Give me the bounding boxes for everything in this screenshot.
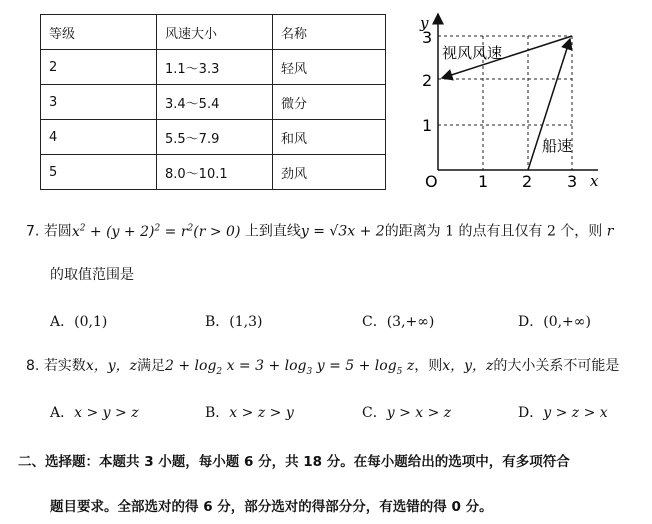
option-text: x > z > y xyxy=(229,405,294,421)
q7-option-a[interactable] xyxy=(50,311,107,331)
table-row xyxy=(41,85,386,120)
option-letter: A． xyxy=(50,314,75,330)
option-letter: D． xyxy=(518,314,544,330)
table-cell: 劲风 xyxy=(273,155,386,190)
wind-scale-table xyxy=(40,14,386,190)
y-axis-label: y xyxy=(420,14,429,32)
table-row xyxy=(41,155,386,190)
y-tick-label: 3 xyxy=(422,28,433,47)
question-7-stem xyxy=(26,218,613,242)
question-7-line2: 的取值范围是 xyxy=(50,267,134,283)
option-letter: C． xyxy=(362,314,387,330)
table-cell: 轻风 xyxy=(273,50,386,85)
q8-option-b[interactable] xyxy=(205,402,294,422)
question-text: ，则 xyxy=(414,358,443,374)
option-letter: A． xyxy=(50,405,75,421)
table-row xyxy=(41,50,386,85)
table-cell: 3.4～5.4 xyxy=(157,85,273,120)
log-equation: $2 + \log_2 x = 3 + \log_3 y = 5 + \log_5 z$ xyxy=(165,358,415,377)
x-tick-label: 1 xyxy=(478,172,489,191)
table-header-cell: 等级 xyxy=(41,15,157,50)
table-header-row xyxy=(41,15,386,50)
view-wind-label: 视风风速 xyxy=(442,44,503,62)
option-letter: D． xyxy=(518,405,544,421)
table-cell: 微分 xyxy=(273,85,386,120)
q7-option-d[interactable] xyxy=(518,311,591,331)
table-cell: 1.1～3.3 xyxy=(157,50,273,85)
wind-vector-figure xyxy=(412,10,608,196)
table-cell: 5 xyxy=(41,155,157,190)
option-letter: B． xyxy=(205,314,230,330)
option-text: (0,1) xyxy=(74,314,108,330)
x-tick-label: 2 xyxy=(522,172,533,191)
q7-option-b[interactable] xyxy=(205,311,263,331)
question-text: 若圆 xyxy=(43,223,72,240)
option-text: x > y > z xyxy=(74,405,139,421)
question-text: 若实数 xyxy=(43,358,86,374)
table-cell: 和风 xyxy=(273,120,386,155)
variable-r: r xyxy=(606,223,614,240)
option-text: (1,3) xyxy=(229,314,263,330)
question-text: 满足 xyxy=(137,358,165,374)
option-letter: B． xyxy=(205,405,230,421)
q7-option-c[interactable] xyxy=(362,311,434,331)
table-cell: 4 xyxy=(41,120,157,155)
boat-speed-label: 船速 xyxy=(542,137,573,155)
question-text: 的大小关系不可能是 xyxy=(493,358,620,374)
table-cell: 8.0～10.1 xyxy=(157,155,273,190)
section-2-heading: 二、选择题：本题共 3 小题，每小题 6 分，共 18 分。在每小题给出的选项中，有多项符合 xyxy=(18,454,570,470)
q8-option-a[interactable] xyxy=(50,402,139,422)
table-cell: 3 xyxy=(41,85,157,120)
y-tick-label: 2 xyxy=(422,71,433,90)
line-equation: y = √3x + 2 xyxy=(300,223,385,240)
option-letter: C． xyxy=(362,405,387,421)
q8-option-d[interactable] xyxy=(518,402,608,422)
y-tick-label: 1 xyxy=(422,116,433,135)
section-2-heading-line2: 题目要求。全部选对的得 6 分，部分选对的得部分分，有选错的得 0 分。 xyxy=(50,499,493,515)
option-text: (0,+∞) xyxy=(543,314,591,330)
variables: x，y，z xyxy=(85,358,137,374)
option-text: (3,+∞) xyxy=(386,314,435,330)
question-text: 上到直线 xyxy=(244,223,301,240)
table-row xyxy=(41,120,386,155)
question-number: 8. xyxy=(26,358,40,374)
q8-option-c[interactable] xyxy=(362,402,451,422)
origin-label: O xyxy=(425,172,438,191)
circle-equation: $x^2 + (y + 2)^2 = r^2(r > 0)$ xyxy=(71,223,241,240)
question-8-stem xyxy=(26,356,619,382)
option-text: y > x > z xyxy=(386,405,452,421)
x-tick-label: 3 xyxy=(567,172,578,191)
table-cell: 2 xyxy=(41,50,157,85)
table-cell: 5.5～7.9 xyxy=(157,120,273,155)
question-number: 7. xyxy=(26,223,40,240)
x-axis-label: x xyxy=(590,172,599,190)
table-header-cell: 风速大小 xyxy=(157,15,273,50)
table-header-cell: 名称 xyxy=(273,15,386,50)
variables: x，y，z xyxy=(442,358,494,374)
question-text: 的距离为 1 的点有且仅有 2 个，则 xyxy=(384,223,603,240)
option-text: y > z > x xyxy=(543,405,608,421)
